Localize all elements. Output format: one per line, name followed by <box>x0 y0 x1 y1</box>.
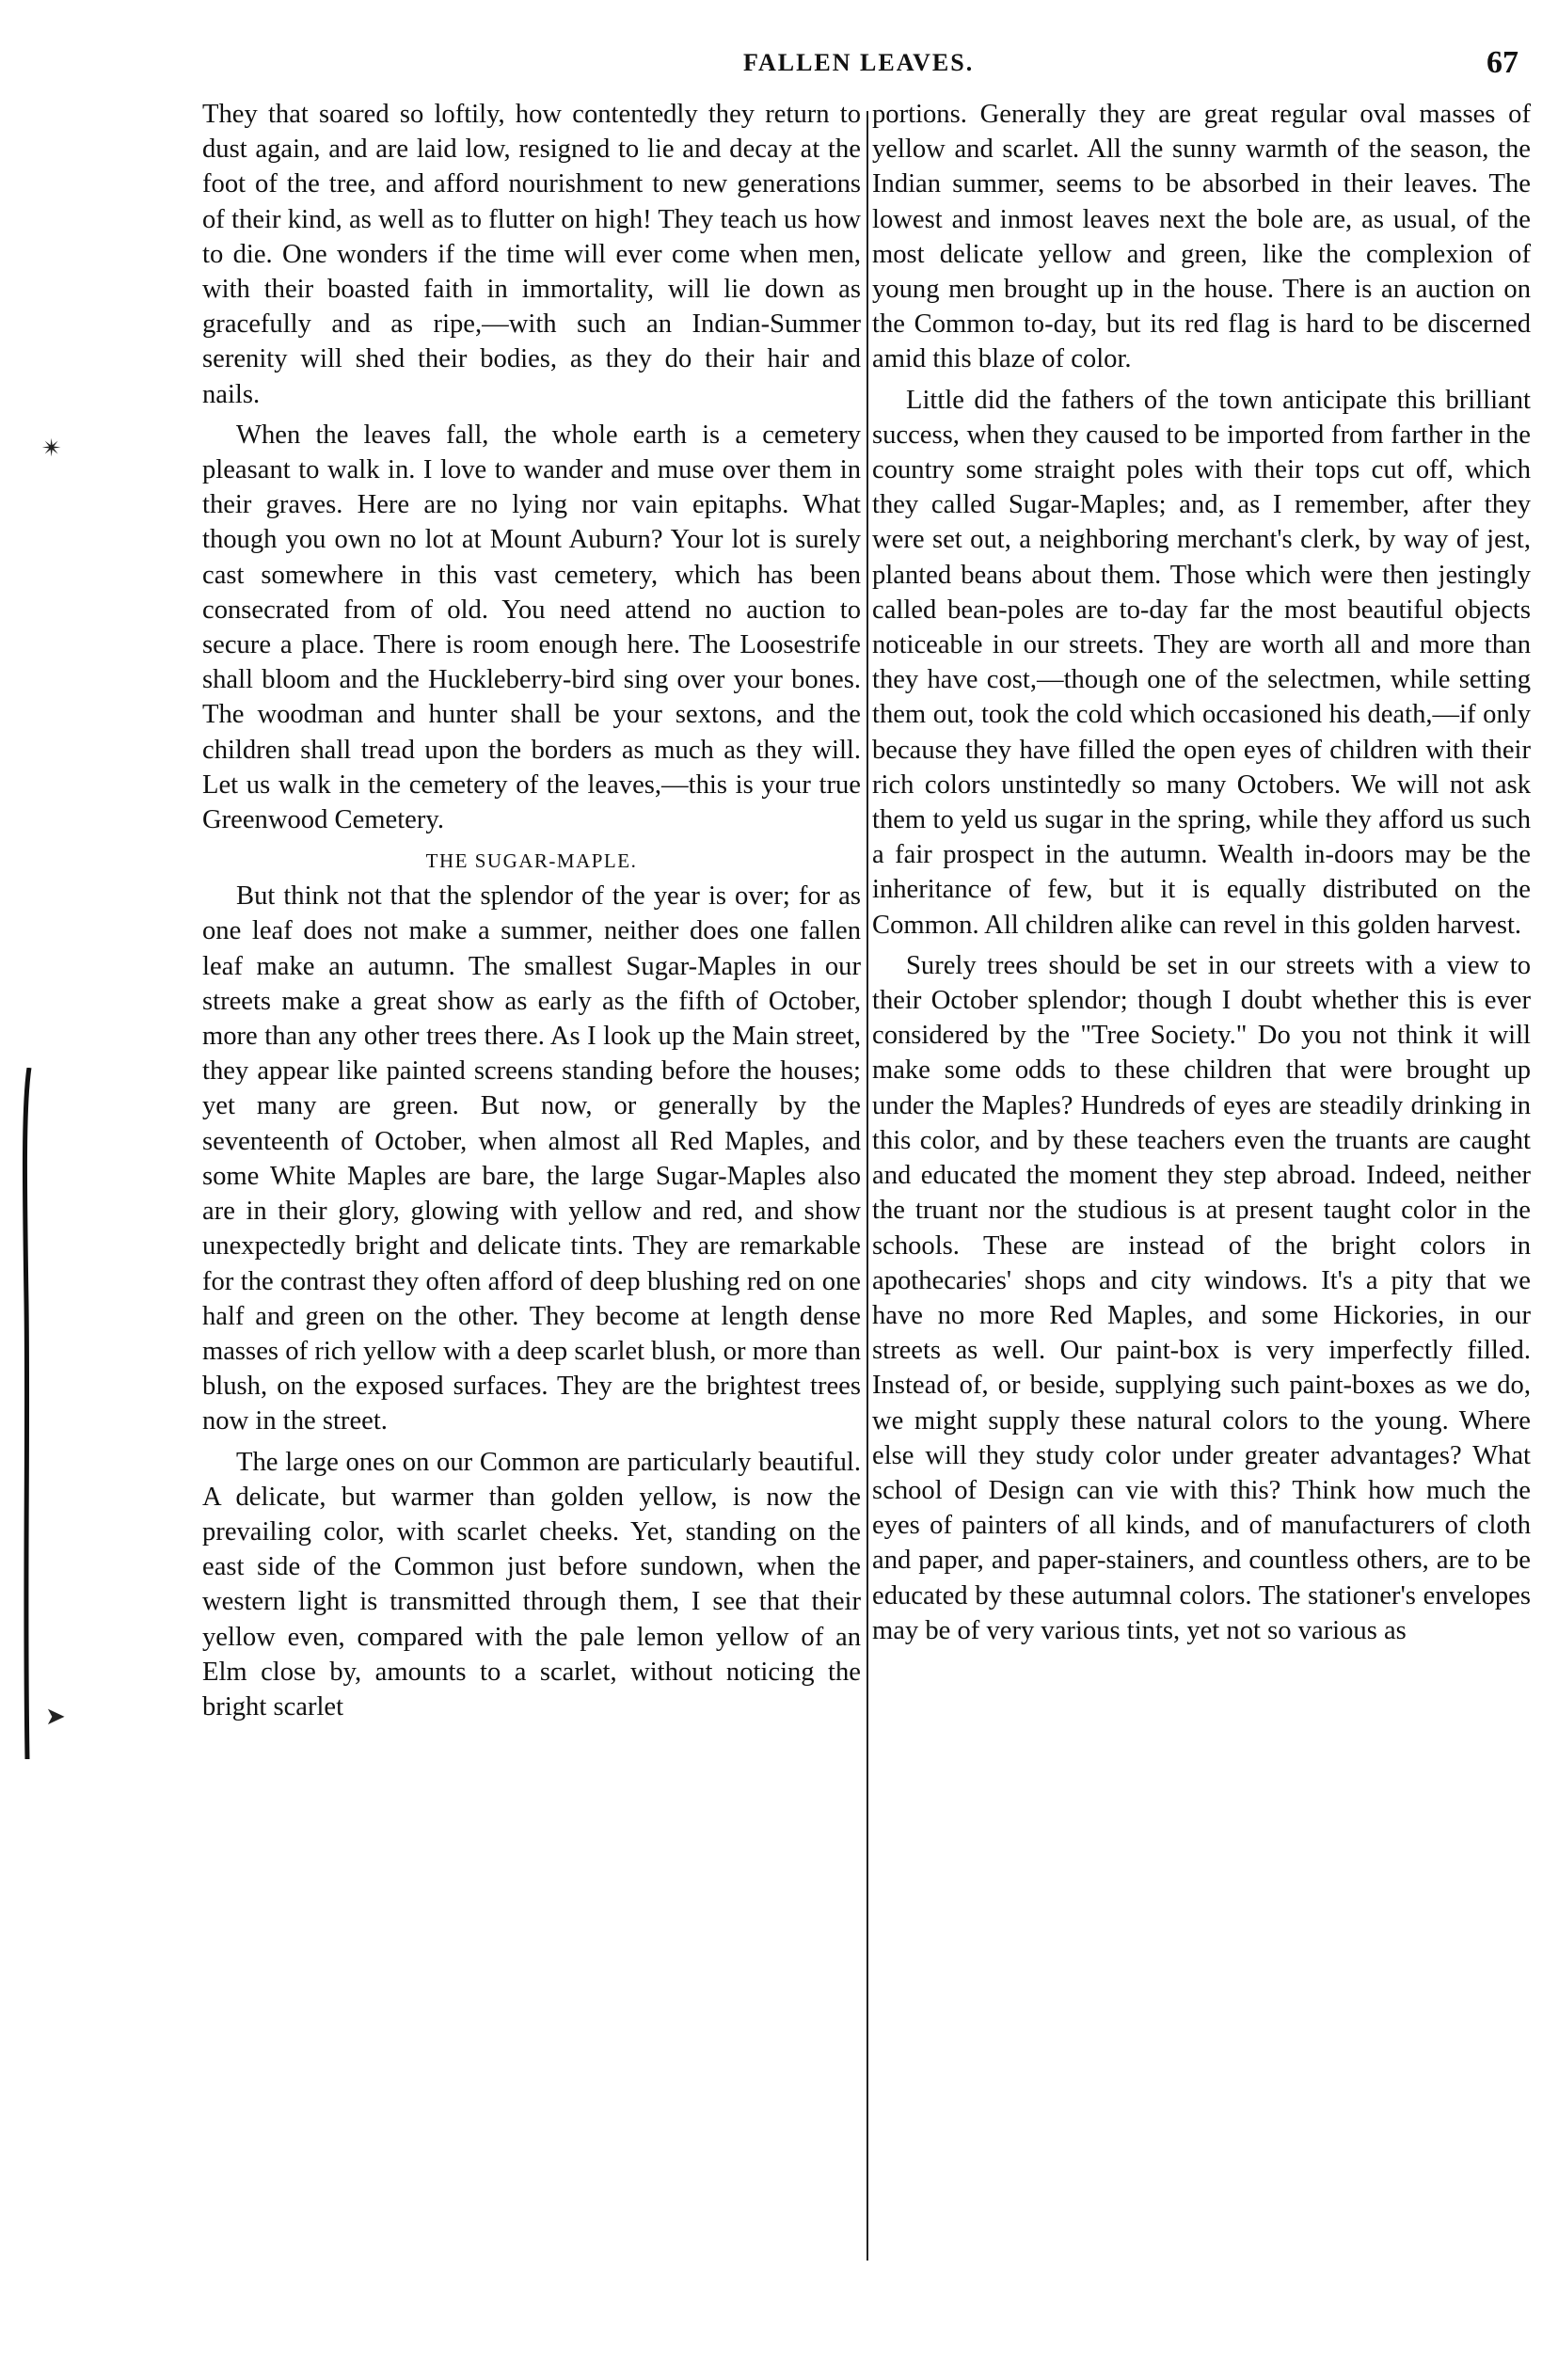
section-heading: THE SUGAR-MAPLE. <box>425 849 638 873</box>
running-title: FALLEN LEAVES. <box>743 49 975 76</box>
margin-flourish-mark: ✴ <box>41 435 62 462</box>
left-paragraph-4: The large ones on our Common are particularly beautiful. A delicate, but warmer than golden yellow, is now the prevailing color, with scarlet cheeks. Yet, standing on the east side of the Common just before sundown, when the western light is transmitted through them, I see that their yellow even, compared with the pale lemon yellow of an Elm close by, amounts to a scarlet, without noticing the bright scarlet <box>202 1447 861 1722</box>
right-column <box>872 97 1531 1648</box>
column-divider <box>866 111 868 2261</box>
right-paragraph-3: Surely trees should be set in our streets with a view to their October splendor; though I doubt whether this is ever considered by the "Tree Society." Do you not think it will make some odds to these children that were brought up under the Maples? Hundreds of eyes are steadily drinking in this color, and by these teachers even the truants are caught and educated the moment they step abroad. Indeed, neither the truant nor the studious is at present taught color in the schools. These are instead of the bright colors in apothecaries' shops and city windows. It's a pity that we have no more Red Maples, and some Hickories, in our streets as well. Our paint-box is very imperfectly filled. Instead of, or beside, supplying such paint-boxes as we do, we might supply these natural colors to the young. Where else will they study color under greater advantages? What school of Design can vie with this? Think how much the eyes of painters of all kinds, and of manufacturers of cloth and paper, and paper-stainers, and countless others, are to be educated by these autumnal colors. The stationer's envelopes may be of very various tints, yet not so various as <box>872 950 1531 1645</box>
margin-arrow-mark: ➤ <box>45 1703 66 1730</box>
margin-bracket-mark <box>21 1068 34 1759</box>
page-number: 67 <box>1486 45 1518 80</box>
left-paragraph-1: They that soared so loftily, how contentedly they return to dust again, and are laid low, resigned to lie and decay at the foot of the tree, and afford nourishment to new generations of their kind, as well as to flutter on high! They teach us how to die. One wonders if the time will ever come when men, with their boasted faith in immortality, will lie down as gracefully and as ripe,—with such an Indian-Summer serenity will shed their bodies, as they do their hair and nails. <box>202 100 861 409</box>
left-paragraph-2: When the leaves fall, the whole earth is a cemetery pleasant to walk in. I love to wander and muse over them in their graves. Here are no lying nor vain epitaphs. What though you own no lot at Mount Auburn? Your lot is surely cast somewhere in this vast cemetery, which has been consecrated from of old. You need attend no auction to secure a place. There is room enough here. The Loosestrife shall bloom and the Huckleberry-bird sing over your bones. The woodman and hunter shall be your sextons, and the children shall tread upon the borders as much as they will. Let us walk in the cemetery of the leaves,—this is your true Greenwood Cemetery. <box>202 420 861 835</box>
right-paragraph-2: Little did the fathers of the town anticipate this brilliant success, when they caused to be imported from farther in the country some straight poles with their tops cut off, which they called Sugar-Maples; and, as I remember, after they were set out, a neighboring merchant's clerk, by way of jest, planted beans about them. Those which were then jestingly called bean-poles are to-day far the most beautiful objects noticeable in our streets. They are worth all and more than they have cost,—though one of the selectmen, while setting them out, took the cold which occasioned his death,—if only because they have filled the open eyes of children with their rich colors unstintedly so many Octobers. We will not ask them to yeld us sugar in the spring, while they afford us such a fair prospect in the autumn. Wealth in-doors may be the inheritance of few, but it is equally distributed on the Common. All children alike can revel in this golden harvest. <box>872 385 1531 940</box>
left-column <box>202 97 861 1724</box>
left-paragraph-3: But think not that the splendor of the year is over; for as one leaf does not make a summer, neither does one fallen leaf make an autumn. The smallest Sugar-Maples in our streets make a great show as early as the fifth of October, more than any other trees there. As I look up the Main street, they appear like painted screens standing before the houses; yet many are green. But now, or generally by the seventeenth of October, when almost all Red Maples, and some White Maples are bare, the large Sugar-Maples also are in their glory, glowing with yellow and red, and show unexpectedly bright and delicate tints. They are remarkable for the contrast they often afford of deep blushing red on one half and green on the other. They become at length dense masses of rich yellow with a deep scarlet blush, or more than blush, on the exposed surfaces. They are the brightest trees now in the street. <box>202 881 861 1436</box>
right-paragraph-1: portions. Generally they are great regular oval masses of yellow and scarlet. All the sunny warmth of the season, the Indian summer, seems to be absorbed in their leaves. The lowest and inmost leaves next the bole are, as usual, of the most delicate yellow and green, like the complexion of young men brought up in the house. There is an auction on the Common to-day, but its red flag is hard to be discerned amid this blaze of color. <box>872 100 1531 374</box>
page-header <box>0 45 1558 87</box>
